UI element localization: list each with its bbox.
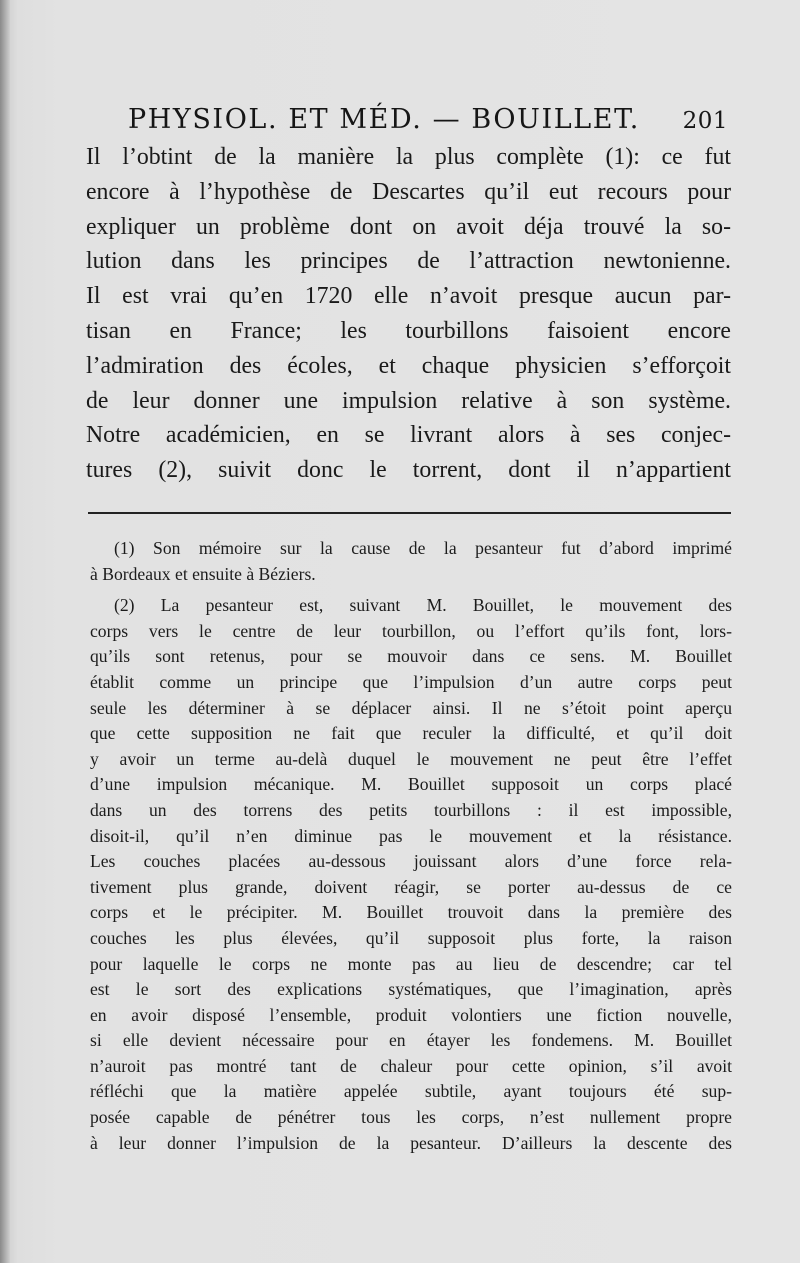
text-line: tisan en France; les tourbillons faisoient encore [86, 317, 731, 344]
footnote-line: qu’ils sont retenus, pour se mouvoir dans ce sens. M. Bouillet [90, 646, 732, 667]
text-line: Il l’obtint de la manière la plus complète (1): ce fut [86, 144, 731, 170]
footnotes [90, 536, 732, 1156]
footnote-line: si elle devient nécessaire pour en étayer les fondemens. M. Bouillet [90, 1030, 732, 1051]
text-line: l’admiration des écoles, et chaque physicien s’efforçoit [86, 352, 731, 379]
footnote-line: à Bordeaux et ensuite à Béziers. [90, 563, 316, 584]
footnote-line: posée capable de pénétrer tous les corps, n’est nullement propre [90, 1107, 732, 1128]
text-line: expliquer un problème dont on avoit déja trouvé la so- [86, 213, 731, 240]
footnote-line: réfléchi que la matière appelée subtile, ayant toujours été sup- [90, 1081, 732, 1102]
main-text [86, 140, 731, 488]
footnote-line: seule les déterminer à se déplacer ainsi. Il ne s’étoit point aperçu [90, 697, 732, 718]
footnote-line: n’auroit pas montré tant de chaleur pour cette opinion, s’il avoit [90, 1055, 732, 1076]
footnote-line: corps vers le centre de leur tourbillon, ou l’effort qu’ils font, lors- [90, 620, 732, 641]
text-line: lution dans les principes de l’attraction newtonienne. [86, 248, 731, 275]
footnote-line: disoit-il, qu’il n’en diminue pas le mouvement et la résistance. [90, 825, 732, 846]
footnote-2 [90, 593, 732, 1156]
footnote-line: à leur donner l’impulsion de la pesanteur. D’ailleurs la descente des [90, 1132, 732, 1153]
text-line: de leur donner une impulsion relative à son système. [86, 387, 731, 414]
footnote-line: en avoir disposé l’ensemble, produit volontiers une fiction nouvelle, [90, 1004, 732, 1025]
footnote-line: couches les plus élevées, qu’il supposoit plus forte, la raison [90, 927, 732, 948]
footnote-line: dans un des torrens des petits tourbillons : il est impossible, [90, 799, 732, 820]
page-header [128, 104, 728, 144]
page-gutter-shadow [0, 0, 10, 1263]
footnote-line: y avoir un terme au-delà duquel le mouvement ne peut être l’effet [90, 748, 732, 769]
footnote-line: tivement plus grande, doivent réagir, se porter au-dessus de ce [90, 876, 732, 897]
footnote-line: est le sort des explications systématiques, que l’imagination, après [90, 979, 732, 1000]
text-line: tures (2), suivit donc le torrent, dont il n’appartient [86, 457, 731, 484]
footnote-line: (2) La pesanteur est, suivant M. Bouillet, le mouvement des [114, 595, 732, 616]
footnote-line: pour laquelle le corps ne monte pas au lieu de descendre; car tel [90, 953, 732, 974]
footnote-line: d’une impulsion mécanique. M. Bouillet supposoit un corps placé [90, 774, 732, 795]
running-head: PHYSIOL. ET MÉD. — BOUILLET. [128, 104, 640, 135]
page-number: 201 [682, 108, 728, 134]
footnote-line: corps et le précipiter. M. Bouillet trouvoit dans la première des [90, 902, 732, 923]
text-line: Il est vrai qu’en 1720 elle n’avoit presque aucun par- [86, 283, 731, 310]
footnote-line: établit comme un principe que l’impulsion d’un autre corps peut [90, 671, 732, 692]
text-line: encore à l’hypothèse de Descartes qu’il eut recours pour [86, 178, 731, 205]
footnote-1 [90, 536, 732, 587]
footnote-line: que cette supposition ne fait que reculer la difficulté, et qu’il doit [90, 723, 732, 744]
footnote-line: (1) Son mémoire sur la cause de la pesanteur fut d’abord imprimé [114, 538, 732, 558]
footnote-rule [88, 512, 731, 514]
footnote-line: Les couches placées au-dessous jouissant alors d’une force rela- [90, 851, 732, 872]
text-line: Notre académicien, en se livrant alors à ses conjec- [86, 422, 731, 449]
